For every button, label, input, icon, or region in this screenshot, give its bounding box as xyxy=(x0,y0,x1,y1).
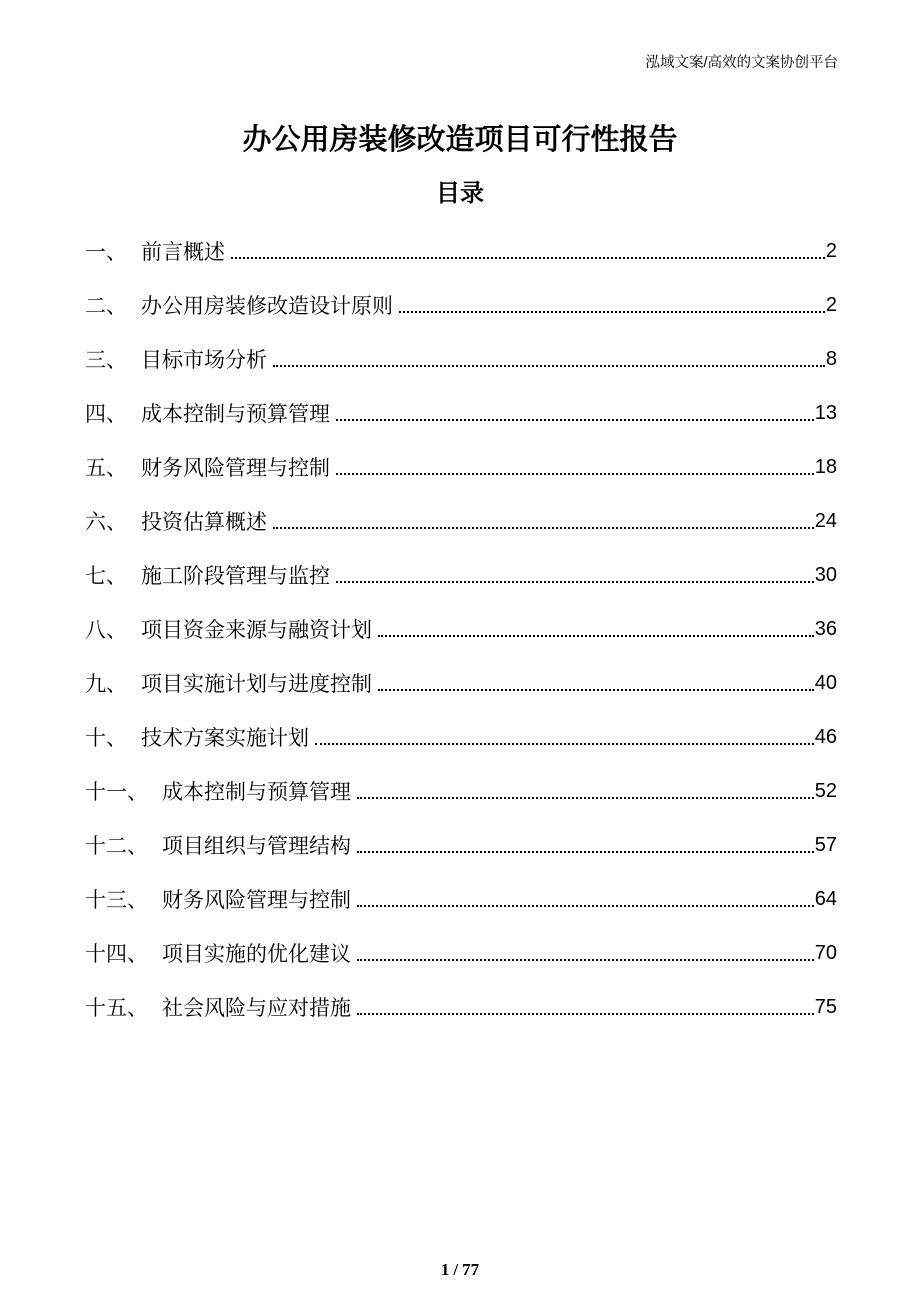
toc-item-number: 九、 xyxy=(85,673,127,696)
toc-dot-leader xyxy=(357,1013,814,1015)
toc-dot-leader xyxy=(336,419,814,421)
toc-heading: 目录 xyxy=(436,180,484,207)
toc-item-title[interactable]: 项目资金来源与融资计划 xyxy=(141,619,372,642)
document-title: 办公用房装修改造项目可行性报告 xyxy=(242,124,678,156)
toc-item[interactable] xyxy=(85,602,837,656)
toc-item-title[interactable]: 财务风险管理与控制 xyxy=(141,457,330,480)
toc-dot-leader xyxy=(357,797,814,799)
toc-item-title[interactable]: 财务风险管理与控制 xyxy=(162,889,351,912)
toc-item-page: 8 xyxy=(825,347,837,370)
toc-dot-leader xyxy=(399,311,825,313)
toc-item-title[interactable]: 项目实施计划与进度控制 xyxy=(141,673,372,696)
toc-item-number: 一、 xyxy=(85,241,127,264)
page-footer xyxy=(0,1260,920,1280)
toc-item-number: 六、 xyxy=(85,511,127,534)
toc-item-page: 2 xyxy=(825,239,837,262)
toc-dot-leader xyxy=(273,365,825,367)
toc-dot-leader xyxy=(357,851,814,853)
toc-item[interactable] xyxy=(85,386,837,440)
toc-item-title[interactable]: 施工阶段管理与监控 xyxy=(141,565,330,588)
toc-item[interactable] xyxy=(85,656,837,710)
footer-separator: / xyxy=(453,1260,459,1279)
toc-dot-leader xyxy=(357,959,814,961)
toc-item-page: 18 xyxy=(814,455,837,478)
toc-item-page: 30 xyxy=(814,563,837,586)
toc-item-page: 52 xyxy=(814,779,837,802)
toc-item[interactable] xyxy=(85,278,837,332)
toc-item-number: 十三、 xyxy=(85,889,148,912)
toc-dot-leader xyxy=(378,635,814,637)
footer-total-pages: 77 xyxy=(462,1260,480,1279)
toc-item-title[interactable]: 目标市场分析 xyxy=(141,349,267,372)
toc-item-title[interactable]: 成本控制与预算管理 xyxy=(141,403,330,426)
toc-item-page: 2 xyxy=(825,293,837,316)
toc-item-page: 13 xyxy=(814,401,837,424)
toc-item-number: 十四、 xyxy=(85,943,148,966)
toc-item-number: 十二、 xyxy=(85,835,148,858)
toc-item[interactable] xyxy=(85,332,837,386)
toc-item-page: 57 xyxy=(814,833,837,856)
toc-item-title[interactable]: 投资估算概述 xyxy=(141,511,267,534)
toc-item[interactable] xyxy=(85,926,837,980)
toc-item-number: 三、 xyxy=(85,349,127,372)
toc-item-number: 十五、 xyxy=(85,997,148,1020)
toc-dot-leader xyxy=(336,473,814,475)
toc-item-title[interactable]: 项目组织与管理结构 xyxy=(162,835,351,858)
toc-dot-leader xyxy=(273,527,814,529)
toc-item[interactable] xyxy=(85,440,837,494)
toc-item[interactable] xyxy=(85,764,837,818)
toc-item-page: 24 xyxy=(814,509,837,532)
toc-item-title[interactable]: 技术方案实施计划 xyxy=(141,727,309,750)
toc-item[interactable] xyxy=(85,548,837,602)
toc-dot-leader xyxy=(315,743,814,745)
toc-item-page: 36 xyxy=(814,617,837,640)
table-of-contents xyxy=(0,224,920,1034)
toc-dot-leader xyxy=(336,581,814,583)
toc-item-title[interactable]: 成本控制与预算管理 xyxy=(162,781,351,804)
toc-item[interactable] xyxy=(85,980,837,1034)
toc-item-title[interactable]: 办公用房装修改造设计原则 xyxy=(141,295,393,318)
toc-item-page: 64 xyxy=(814,887,837,910)
toc-item[interactable] xyxy=(85,224,837,278)
toc-item[interactable] xyxy=(85,818,837,872)
toc-item[interactable] xyxy=(85,872,837,926)
toc-item-title[interactable]: 项目实施的优化建议 xyxy=(162,943,351,966)
toc-dot-leader xyxy=(231,257,825,259)
toc-item-page: 46 xyxy=(814,725,837,748)
toc-item-number: 五、 xyxy=(85,457,127,480)
toc-item-number: 二、 xyxy=(85,295,127,318)
toc-item[interactable] xyxy=(85,710,837,764)
toc-item-number: 七、 xyxy=(85,565,127,588)
toc-item-page: 70 xyxy=(814,941,837,964)
toc-dot-leader xyxy=(357,905,814,907)
toc-item-number: 十、 xyxy=(85,727,127,750)
toc-item-title[interactable]: 前言概述 xyxy=(141,241,225,264)
toc-dot-leader xyxy=(378,689,814,691)
toc-item-number: 八、 xyxy=(85,619,127,642)
footer-current-page: 1 xyxy=(440,1260,450,1279)
toc-item-number: 十一、 xyxy=(85,781,148,804)
toc-item-title[interactable]: 社会风险与应对措施 xyxy=(162,997,351,1020)
toc-item-page: 75 xyxy=(814,995,837,1018)
toc-item-number: 四、 xyxy=(85,403,127,426)
toc-item[interactable] xyxy=(85,494,837,548)
watermark-text: 泓域文案/高效的文案协创平台 xyxy=(645,55,838,71)
toc-item-page: 40 xyxy=(814,671,837,694)
